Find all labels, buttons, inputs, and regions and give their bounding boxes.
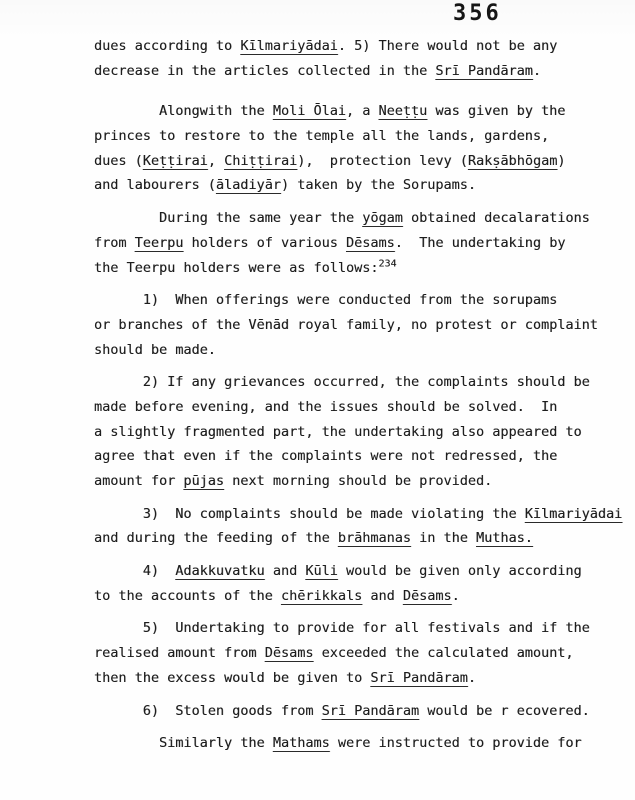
underlined-term: Chiṭṭirai: [224, 152, 298, 169]
text-line: [94, 641, 615, 666]
text-segment: . The undertaking by: [394, 234, 566, 251]
underlined-term: Neeṭṭu: [378, 103, 428, 120]
text-segment: 1) When offerings were conducted from the sorupams: [94, 292, 558, 309]
underlined-term: Kūli: [305, 563, 338, 580]
text-line: [94, 584, 615, 609]
underlined-term: āladiyār: [215, 177, 281, 194]
text-line: [94, 124, 615, 149]
footnote-ref: 234: [378, 258, 397, 269]
text-segment: next morning should be provided.: [224, 473, 493, 489]
text-line: [94, 206, 615, 231]
text-segment: dues according to: [94, 38, 241, 54]
text-segment: a slightly fragmented part, the undertaking also appeared to: [94, 423, 582, 440]
underlined-term: Adakkuvatku: [175, 563, 265, 580]
underlined-term: Srī Pandāram: [370, 669, 468, 686]
text-line: [94, 616, 615, 641]
underlined-term: Dēsams: [345, 234, 395, 251]
text-segment: the Teerpu holders were as follows:: [94, 259, 379, 276]
text-line: [94, 99, 615, 124]
text-segment: . 5) There would not be any: [337, 38, 558, 54]
text-line: [94, 420, 615, 445]
text-segment: During the same year the: [94, 210, 363, 227]
text-segment: .: [467, 669, 477, 686]
underlined-term: Rakṣābhōgam: [467, 152, 558, 169]
text-segment: and: [362, 587, 403, 604]
text-segment: , a: [345, 103, 379, 120]
text-segment: were instructed to provide for: [329, 735, 582, 752]
text-segment: and: [264, 563, 306, 580]
text-line: [94, 173, 615, 198]
text-segment: Alongwith the: [94, 103, 273, 120]
text-segment: ), protection levy (: [297, 152, 468, 169]
paragraph: [94, 699, 615, 724]
paragraph: [94, 559, 615, 608]
text-line: [94, 502, 623, 527]
text-segment: dues (: [94, 152, 143, 169]
text-segment: then the excess would be given to: [94, 669, 371, 686]
underlined-term: Srī Pandāram: [435, 62, 533, 79]
text-line: [94, 34, 615, 59]
underlined-term: Dēsams: [264, 645, 314, 662]
text-segment: 3) No complaints should be made violating the: [94, 505, 525, 522]
text-segment: realised amount from: [94, 645, 265, 662]
text-segment: Similarly the: [94, 735, 273, 752]
text-line: [94, 526, 615, 551]
text-segment: in the: [411, 530, 477, 547]
text-line: [94, 469, 615, 494]
paragraph: [94, 731, 615, 756]
paragraph: [94, 502, 623, 551]
text-segment: would be r ecovered.: [419, 702, 590, 719]
underlined-term: Srī Pandāram: [321, 702, 420, 719]
text-segment: from: [94, 234, 135, 251]
text-segment: made before evening, and the issues should be solved. In: [94, 398, 558, 415]
paragraph: [94, 34, 615, 83]
text-segment: to the accounts of the: [94, 587, 281, 604]
text-segment: .: [451, 587, 460, 604]
text-line: [94, 231, 615, 256]
underlined-term: Moli Ōlai: [272, 103, 346, 120]
text-segment: would be given only according: [337, 563, 582, 580]
text-line: [94, 338, 615, 363]
text-segment: agree that even if the complaints were not redressed, the: [94, 448, 558, 465]
text-segment: exceeded the calculated amount,: [313, 645, 574, 662]
underlined-term: Muthas.: [476, 530, 533, 547]
underlined-term: brāhmanas: [337, 530, 411, 547]
paragraph: [94, 370, 615, 493]
text-segment: was given by the: [427, 103, 566, 120]
text-segment: 4): [94, 563, 176, 580]
underlined-term: Dēsams: [402, 587, 452, 604]
underlined-term: Teerpu: [134, 234, 184, 251]
text-segment: should be made.: [94, 341, 216, 358]
text-segment: ): [557, 152, 566, 169]
underlined-term: Keṭṭirai: [142, 152, 208, 169]
underlined-term: yōgam: [362, 210, 403, 227]
underlined-term: Kīlmariyādai: [524, 505, 623, 522]
underlined-term: Kīlmariyādai: [240, 38, 338, 54]
text-segment: decrease in the articles collected in the: [94, 62, 436, 79]
text-segment: and during the feeding of the: [94, 530, 338, 547]
paragraph: [94, 616, 615, 690]
text-line: [94, 59, 615, 84]
text-line: [94, 699, 615, 724]
text-line: [94, 370, 615, 395]
text-line: [94, 149, 615, 174]
text-line: [94, 288, 615, 313]
text-segment: 2) If any grievances occurred, the complaints should be: [94, 374, 590, 391]
text-line: [94, 395, 615, 420]
text-segment: princes to restore to the temple all the lands, gardens,: [94, 128, 550, 145]
text-line: [94, 731, 615, 756]
text-segment: obtained decalarations: [402, 210, 590, 227]
text-line: [94, 559, 615, 584]
paragraph: [94, 206, 615, 280]
underlined-term: Mathams: [272, 735, 330, 752]
text-segment: and labourers (: [94, 177, 216, 194]
page-number: 356: [453, 1, 502, 26]
underlined-term: chērikkals: [280, 587, 363, 604]
text-segment: .: [532, 62, 542, 79]
text-line: [94, 666, 615, 691]
text-segment: holders of various: [183, 234, 346, 251]
paragraph: [94, 99, 615, 198]
text-segment: 5) Undertaking to provide for all festivals and if the: [94, 620, 590, 637]
underlined-term: pūjas: [183, 473, 225, 489]
document-body: [0, 34, 635, 756]
text-segment: 6) Stolen goods from: [94, 702, 322, 719]
text-line: [94, 256, 615, 281]
text-line: [94, 313, 615, 338]
paragraph: [94, 288, 615, 362]
text-segment: or branches of the Vēnād royal family, no protest or complaint: [94, 316, 598, 333]
text-segment: amount for: [94, 473, 184, 489]
text-line: [94, 444, 615, 469]
text-segment: ,: [207, 152, 225, 169]
text-segment: ) taken by the Sorupams.: [280, 177, 477, 194]
